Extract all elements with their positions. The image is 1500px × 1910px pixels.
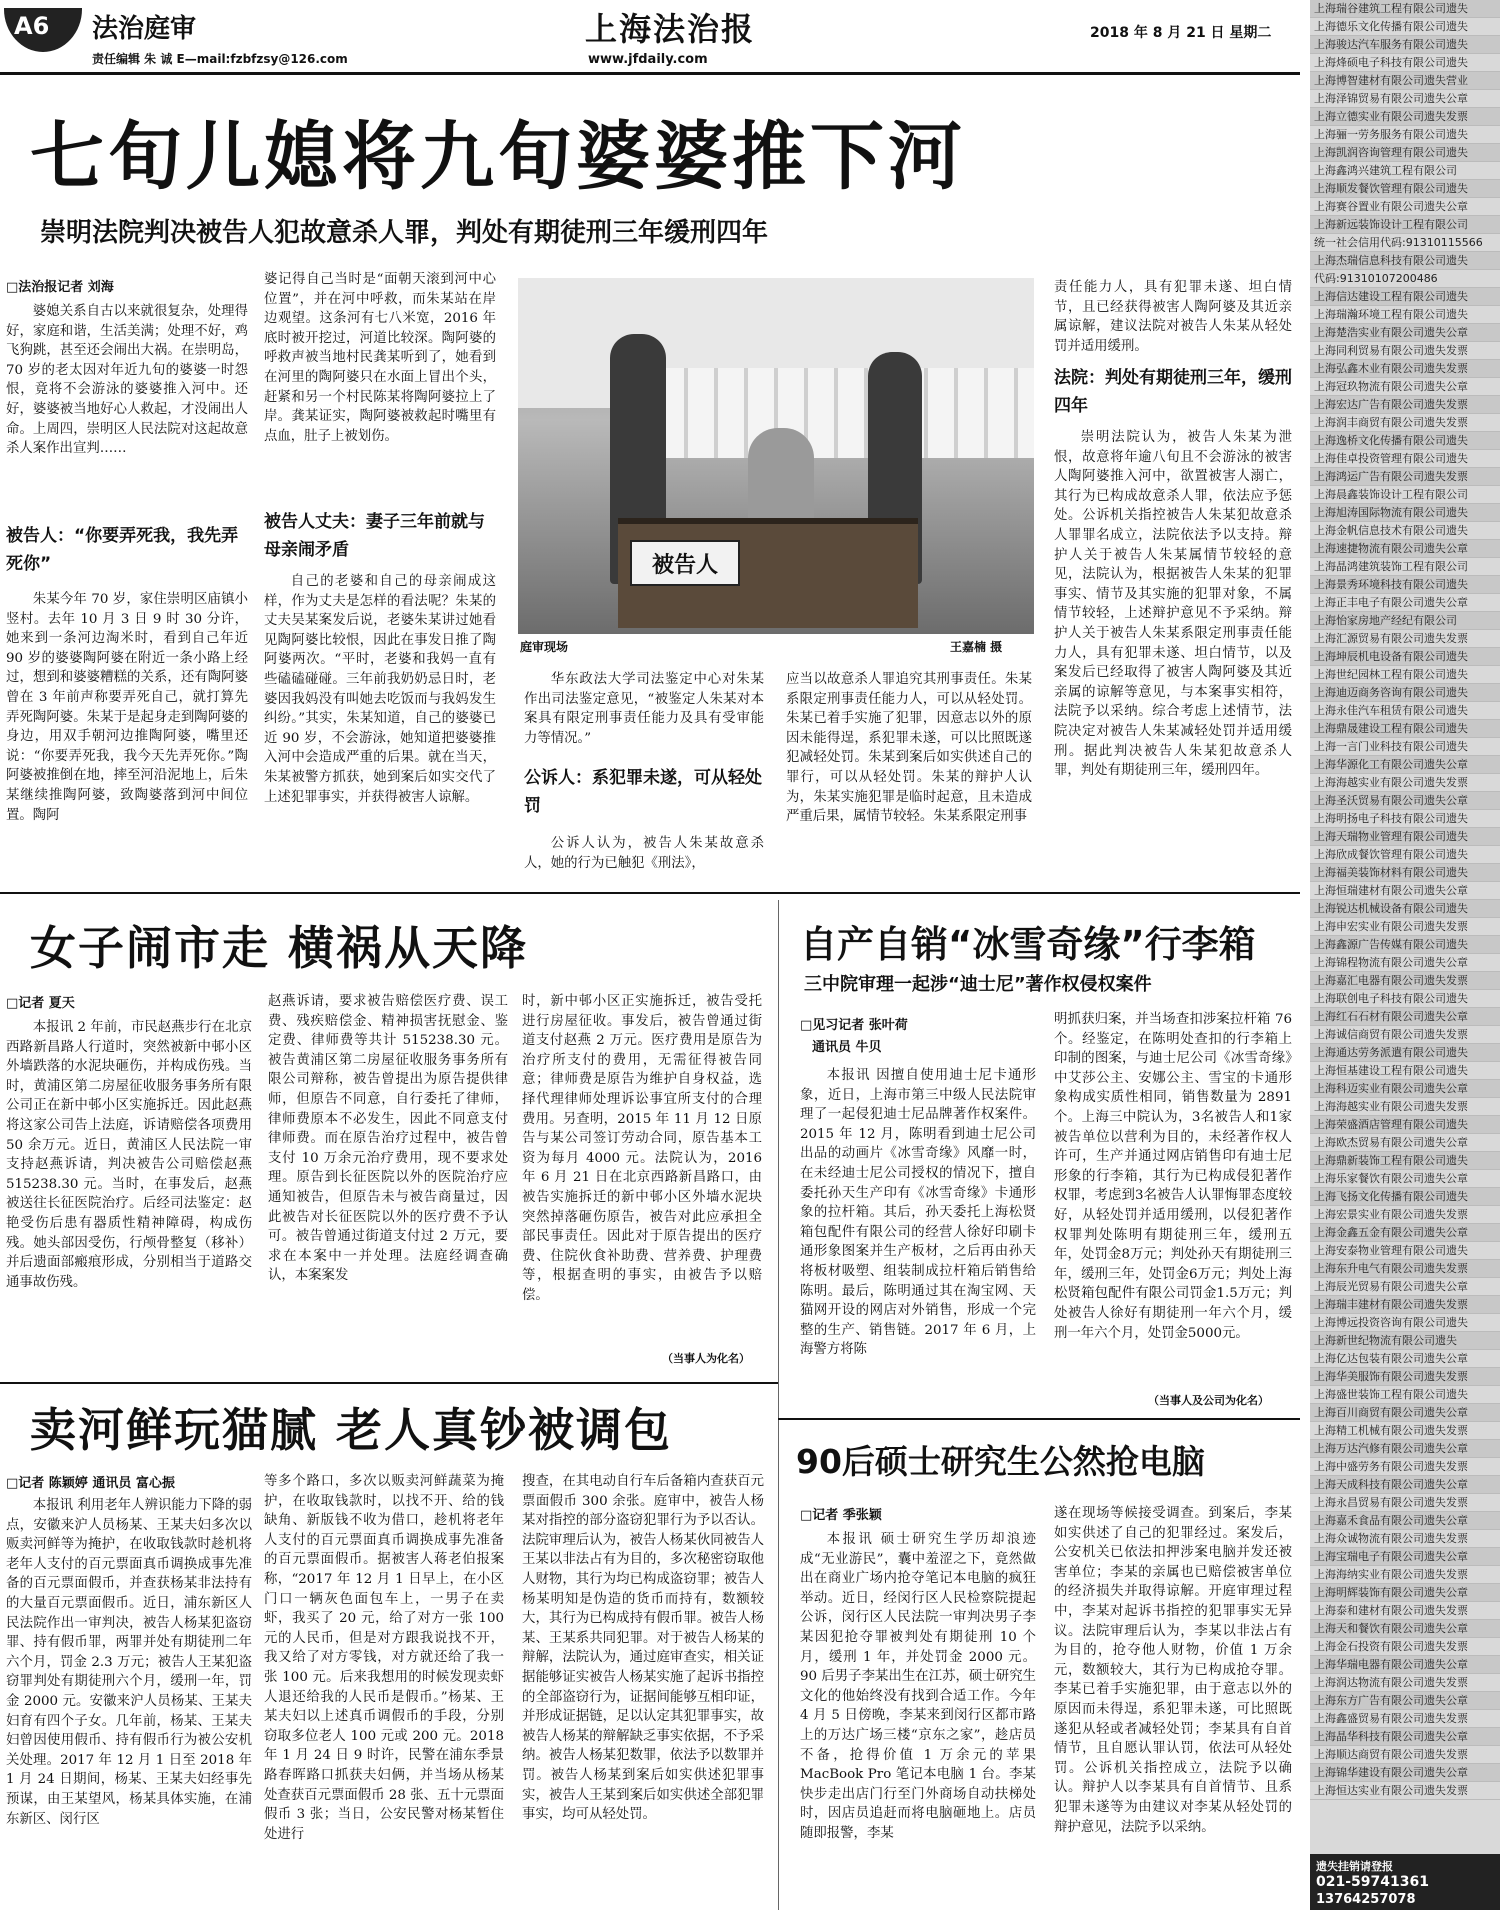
story3-col1: 本报讯 因擅自使用迪士尼卡通形象，近日，上海市第三中级人民法院审理了一起侵犯迪士尼品牌著作权案件。2015 年 12 月，陈明看到迪士尼公司出品的动画片《冰雪奇缘》风靡一时，在未经迪士尼公司授权的情况下，擅自委托孙天生产印有《冰雪奇缘》卡通形象的拉杆箱。其后，孙天委托上海松贤箱包配件有限公司的经营人徐好印刷卡通形象图案并生产板材，之后再由孙天将板材吸塑、组装制成拉杆箱后销售给陈明。最后，陈明通过其在淘宝网、天猫网开设的网店对外销售，形成一个完整的生产、销售链。2017 年 6 月，上海警方将陈 — [800, 1068, 1036, 1358]
classified-line: 上海华美服饰有限公司遗失发票 — [1310, 1368, 1500, 1386]
classified-line: 统一社会信用代码:91310115566 — [1310, 234, 1500, 252]
classified-line: 上海润达物流有限公司遗失发票 — [1310, 1674, 1500, 1692]
classified-line: 上海嘉汇电器有限公司遗失发票 — [1310, 972, 1500, 990]
page-number: A6 — [14, 12, 50, 40]
classified-line: 上海乐家餐饮有限公司遗失公章 — [1310, 1170, 1500, 1188]
editor-line: 责任编辑 朱 诚 E—mail:fzbfzsy@126.com — [92, 52, 348, 66]
classified-line: 上海瑞谷建筑工程有限公司遗失 — [1310, 0, 1500, 18]
courtroom-photo — [518, 278, 1034, 634]
story4-col2: 等多个路口，多次以贩卖河鲜蔬菜为掩护，在收取钱款时，以找不开、给的钱缺角、新版钱不收为借口，趁机将老年人支付的百元票面真币调换成事先准备的百元票面假币。据被害人蒋老伯报案称，“2017 年 12 月 1 日早上，在小区门口一辆灰色面包车上，一男子在卖虾，我买了 20 元，给了对方一张 100 元的人民币，但是对方跟我说找不开，我又给了对方零钱，对方就还给了我一张 100 元。后来我想用的时候发现卖虾人退还给我的人民币是假币。”杨某、王某夫妇以上述真币调假币的手段，分别窃取多位老人 100 元或 200 元。2018 年 1 月 24 日 9 时许，民警在浦东季景路春晖路口抓获夫妇俩，并当场从杨某处查获百元票面假币 28 张、五十元票面假币 3 张；当日，公安民警对杨某暂住处进行 — [264, 1474, 504, 1842]
classified-line: 上海圣沃贸易有限公司遗失公章 — [1310, 792, 1500, 810]
classified-line: 上海晨鑫装饰设计工程有限公司 — [1310, 486, 1500, 504]
website: www.jfdaily.com — [588, 52, 708, 67]
story3-note: （当事人及公司为化名） — [1148, 1394, 1269, 1407]
story4-col3: 搜查，在其电动自行车后备箱内查获百元票面假币 300 余张。庭审中，被告人杨某对指控的部分盗窃犯罪行为予以否认。法院审理后认为，被告人杨某伙同被告人王某以非法占有为目的，多次秘密窃取他人财物，其行为均已构成盗窃罪；被告人杨某明知是伪造的货币而持有，数额较大，其行为已构成持有假币罪。被告人杨某、王某系共同犯罪。对于被告人杨某的辩解，法院认为，通过庭审查实，相关证据能够证实被告人杨某实施了起诉书指控的全部盗窃行为，证据间能够互相印证，并形成证据链，足以认定其犯罪事实，故被告人杨某的辩解缺乏事实依据，不予采纳。被告人杨某犯数罪，依法予以数罪并罚。被告人杨某到案后如实供述犯罪事实，被告人王某到案后如实供述全部犯罪事实，均可从轻处罚。 — [522, 1474, 764, 1823]
classified-line: 上海泽锦贸易有限公司遗失公章 — [1310, 90, 1500, 108]
story1-headline: 七旬儿媳将九旬婆婆推下河 — [30, 114, 966, 200]
story4-byline: □记者 陈颖婷 通讯员 富心振 — [6, 1476, 175, 1491]
classified-line: 上海鸿运广告有限公司遗失发票 — [1310, 468, 1500, 486]
classified-line: 上海东方广告有限公司遗失公章 — [1310, 1692, 1500, 1710]
classified-line: 上海鼎晟建设工程有限公司遗失 — [1310, 720, 1500, 738]
classified-line: 上海欧杰贸易有限公司遗失公章 — [1310, 1134, 1500, 1152]
photo-credit: 王嘉楠 摄 — [950, 640, 1003, 654]
classified-line: 上海恒达实业有限公司遗失发票 — [1310, 1782, 1500, 1800]
classified-line: 上海嘉禾食品有限公司遗失公章 — [1310, 1512, 1500, 1530]
classified-line: 上海诚信商贸有限公司遗失发票 — [1310, 1026, 1500, 1044]
story3-col2: 明抓获归案，并当场查扣涉案拉杆箱 76 个。经鉴定，在陈明处查扣的行李箱上印制的图案，与迪士尼公司《冰雪奇缘》中艾莎公主、安娜公主、雪宝的卡通形象构成实质性相同，销售数量为 2891 个。上海三中院认为，3名被告人和1家被告单位以营利为目的，未经著作权人许可，生产并通过网店销售印有迪士尼形象的行李箱，其行为已构成侵犯著作权罪，考虑到3名被告人认罪悔罪态度较好，从轻处罚并适用缓刑，以侵犯著作权罪判处陈明有期徒刑三年，缓刑五年，处罚金8万元；判处孙天有期徒刑三年，缓刑三年，处罚金6万元；判处上海松贤箱包配件有限公司罚金1.5万元；判处被告人徐好有期徒刑一年六个月，缓刑一年六个月，处罚金5000元。 — [1054, 1012, 1292, 1341]
classified-line: 上海博远投资咨询有限公司遗失 — [1310, 1314, 1500, 1332]
classified-line: 上海楚浩实业有限公司遗失公章 — [1310, 324, 1500, 342]
classified-line: 上海景秀环境科技有限公司遗失 — [1310, 576, 1500, 594]
classified-line: 上海宏景实业有限公司遗失发票 — [1310, 1206, 1500, 1224]
story5-headline: 90后硕士研究生公然抢电脑 — [796, 1442, 1205, 1481]
classified-line: 上海迪迈商务咨询有限公司遗失 — [1310, 684, 1500, 702]
story1-byline: □法治报记者 刘海 — [6, 280, 114, 295]
classified-line: 上海天瑞物业管理有限公司遗失 — [1310, 828, 1500, 846]
classified-phone-2: 13764257078 — [1316, 1892, 1416, 1907]
classified-line: 上海润丰商贸有限公司遗失发票 — [1310, 414, 1500, 432]
classified-line: 上海申宏实业有限公司遗失发票 — [1310, 918, 1500, 936]
classified-phone-1: 021-59741361 — [1316, 1874, 1429, 1890]
classified-line: 上海亿达包装有限公司遗失公章 — [1310, 1350, 1500, 1368]
classified-ad-label: 遗失挂销请登报 — [1316, 1860, 1393, 1873]
story1-col4: 应当以故意杀人罪追究其刑事责任。朱某系限定刑事责任能力人，可以从轻处罚。朱某已着手实施了犯罪，因意志以外的原因未能得逞，系犯罪未遂，可以比照既遂犯减轻处罚。朱某到案后如实供述自己的罪行，可以从轻处罚。朱某的辩护人认为，朱某实施犯罪是临时起意，且未造成严重后果，属情节较轻。朱某系限定刑事 — [786, 672, 1032, 825]
classified-line: 上海福美装饰材料有限公司遗失 — [1310, 864, 1500, 882]
classified-line: 上海同利贸易有限公司遗失发票 — [1310, 342, 1500, 360]
story5-col1: 本报讯 硕士研究生学历却浪迹成“无业游民”，囊中羞涩之下，竟然做出在商业广场内抢夺笔记本电脑的疯狂举动。近日，经闵行区人民检察院提起公诉，闵行区人民法院一审判决男子李某因犯抢夺罪被判处有期徒刑 10 个月，缓刑 1 年，并处罚金 2000 元。90 后男子李某出生在江苏，硕士研究生文化的他始终没有找到合适工作。今年 4 月 5 日傍晚，李某来到闵行区都市路上的万达广场三楼“京东之家”，趁店员不备，抢得价值 1 万余元的苹果 MacBook Pro 笔记本电脑 1 台。李某快步走出店门行至门外商场自动扶梯处时，因店员追赶而将电脑砸地上。店员随即报警，李某 — [800, 1532, 1036, 1841]
classified-line: 上海天成科技有限公司遗失公章 — [1310, 1476, 1500, 1494]
story2-byline: □记者 夏天 — [6, 996, 75, 1011]
classified-line: 代码:91310107200486 — [1310, 270, 1500, 288]
classified-line: 上海弘鑫木业有限公司遗失发票 — [1310, 360, 1500, 378]
classified-line: 上海锐达机械设备有限公司遗失 — [1310, 900, 1500, 918]
classified-line: 上海中盛劳务有限公司遗失发票 — [1310, 1458, 1500, 1476]
classified-sidebar — [1310, 0, 1500, 1910]
classified-line: 上海华源化工有限公司遗失公章 — [1310, 756, 1500, 774]
section-rule-1 — [0, 892, 1300, 894]
classified-line: 上海晶鸿建筑装饰工程有限公司 — [1310, 558, 1500, 576]
classified-line: 上海鑫鸿兴建筑工程有限公司 — [1310, 162, 1500, 180]
classified-line: 上海世纪园林工程有限公司遗失 — [1310, 666, 1500, 684]
story3-headline: 自产自销“冰雪奇缘”行李箱 — [800, 923, 1256, 966]
story1-col3b: 公诉人认为，被告人朱某故意杀人，她的行为已触犯《刑法》， — [524, 836, 764, 871]
classified-line: 上海汇源贸易有限公司遗失发票 — [1310, 630, 1500, 648]
story1-sub2: 被告人丈夫：妻子三年前就与母亲闹矛盾 — [264, 512, 485, 560]
classified-line: 上海顺达商贸有限公司遗失发票 — [1310, 1746, 1500, 1764]
story1-subheadline: 崇明法院判决被告人犯故意杀人罪，判处有期徒刑三年缓刑四年 — [40, 218, 769, 248]
classified-line: 上海欣成餐饮管理有限公司遗失 — [1310, 846, 1500, 864]
classified-line: 上海安泰物业管理有限公司遗失 — [1310, 1242, 1500, 1260]
classified-line: 上海辰光贸易有限公司遗失公章 — [1310, 1278, 1500, 1296]
story3-byline2: 通讯员 牛贝 — [812, 1040, 882, 1055]
classified-line: 上海泰和建材有限公司遗失发票 — [1310, 1602, 1500, 1620]
section-title: 法治庭审 — [92, 14, 197, 44]
story2-col1: 本报讯 2 年前，市民赵燕步行在北京西路新昌路人行道时，突然被新中邨小区外墙跌落的水泥块砸伤，并构成伤残。当时，黄浦区第二房屋征收服务事务所有限公司正在新中邨小区实施拆迁。因此赵燕将这家公司告上法庭，诉请赔偿各项费用 50 余万元。近日，黄浦区人民法院一审支持赵燕诉请，判决被告公司赔偿赵燕 515238.30 元。当时，在事发后，赵燕被送往长征医院治疗。后经司法鉴定：赵艳受伤后患有器质性精神障碍，构成伤残。她头部因受伤，行颅骨整复（移补）并后遗面部瘢痕形成，分别相当于道路交通事故伤残。 — [6, 1020, 252, 1290]
defendant-sign — [630, 540, 740, 586]
classified-line: 上海瑞丰建材有限公司遗失发票 — [1310, 1296, 1500, 1314]
classified-line: 上海科迈实业有限公司遗失公章 — [1310, 1080, 1500, 1098]
classified-line: 上海正丰电子有限公司遗失公章 — [1310, 594, 1500, 612]
classified-line: 上海烽硕电子科技有限公司遗失 — [1310, 54, 1500, 72]
classified-line: 上海金鑫五金有限公司遗失公章 — [1310, 1224, 1500, 1242]
classified-line: 上海晶华科技有限公司遗失公章 — [1310, 1728, 1500, 1746]
classified-line: 上海坤辰机电设备有限公司遗失 — [1310, 648, 1500, 666]
classified-line: 上海荣盛酒店管理有限公司遗失 — [1310, 1116, 1500, 1134]
classified-line: 上海明扬电子科技有限公司遗失 — [1310, 810, 1500, 828]
masthead: 上海法治报 — [585, 10, 756, 48]
story1-sub5: 法院：判处有期徒刑三年，缓刑四年 — [1054, 368, 1292, 416]
classified-line: 上海海越实业有限公司遗失发票 — [1310, 1098, 1500, 1116]
classified-line: 上海永佳汽车租赁有限公司遗失 — [1310, 702, 1500, 720]
story1-col1: 婆媳关系自古以来就很复杂，处理得好，家庭和谐，生活美满；处理不好，鸡飞狗跳，甚至还会闹出大祸。在崇明岛，70 岁的老太因对年近九旬的婆婆一时怨恨，竟将不会游泳的婆婆推入河中。还好，婆婆被当地好心人救起，才没闹出人命。上周四，崇明区人民法院对这起故意杀人案作出宣判…… — [6, 304, 248, 457]
classified-line: 上海万达汽修有限公司遗失公章 — [1310, 1440, 1500, 1458]
story3-subheadline: 三中院审理一起涉“迪士尼”著作权侵权案件 — [804, 974, 1152, 995]
classified-line: 上海宝瑞电子有限公司遗失公章 — [1310, 1548, 1500, 1566]
classified-line: 上海立德实业有限公司遗失发票 — [1310, 108, 1500, 126]
story5-byline: □记者 季张颖 — [800, 1508, 882, 1523]
vertical-rule — [778, 900, 779, 1910]
classified-line: 上海东升电气有限公司遗失发票 — [1310, 1260, 1500, 1278]
story1-col1b: 朱某今年 70 岁，家住崇明区庙镇小竖村。去年 10 月 3 日 9 时 30 分许，她来到一条河边淘米时，看到自己年近 90 岁的婆婆陶阿婆在附近一条小路上经过，想到和婆婆糟糕的关系，还有陶阿婆曾在 3 年前声称要弄死自己，就打算先弄死陶阿婆。朱某于是起身走到陶阿婆的身边，用双手朝河边推陶阿婆，嘴里还说：“你要弄死我，我今天先弄死你。”陶阿婆被推倒在地，摔至河沿泥地上，后朱某继续推陶阿婆，致陶婆落到河中间位置。陶阿 — [6, 592, 248, 823]
classified-line: 上海鑫源广告传媒有限公司遗失 — [1310, 936, 1500, 954]
story1-col5b: 崇明法院认为，被告人朱某为泄恨，故意将年逾八旬且不会游泳的被害人陶阿婆推入河中，欲置被害人溺亡，其行为已构成故意杀人罪，依法应予惩处。公诉机关指控被告人朱某犯故意杀人罪罪名成立，法院依法予以支持。辩护人关于被告人朱某属情节较轻的意见，法院认为，根据被告人朱某的犯罪事实、情节及其实施的犯罪对象，不属情节较轻，上述辩护意见不予采纳。辩护人关于被告人朱某系限定刑事责任能力人，具有犯罪未遂、坦白情节，以及案发后已经取得了被害人陶阿婆及其近亲属的谅解等意见，与本案事实相符，法院予以采纳。综合考虑上述情节，法院决定对被告人朱某减轻处罚并适用缓刑。据此判决被告人朱某犯故意杀人罪，判处有期徒刑三年，缓刑四年。 — [1054, 430, 1292, 779]
classified-line: 上海佳卓投资管理有限公司遗失 — [1310, 450, 1500, 468]
classified-line: 上海信达建设工程有限公司遗失 — [1310, 288, 1500, 306]
story3-byline1: □见习记者 张叶荷 — [800, 1018, 908, 1033]
classified-list — [1310, 0, 1500, 1800]
story1-sub1: 被告人：“你要弄死我，我先弄死你” — [6, 526, 239, 574]
classified-line: 上海华瑞电器有限公司遗失公章 — [1310, 1656, 1500, 1674]
classified-line: 上海锦程物流有限公司遗失公章 — [1310, 954, 1500, 972]
defendant-sign-text: 被告人 — [651, 552, 718, 578]
classified-line: 上海骊一劳务服务有限公司遗失 — [1310, 126, 1500, 144]
classified-line: 上海新远装饰设计工程有限公司 — [1310, 216, 1500, 234]
classified-line: 上海金石投资有限公司遗失发票 — [1310, 1638, 1500, 1656]
classified-line: 上海通达劳务派遣有限公司遗失 — [1310, 1044, 1500, 1062]
classified-line: 上海怡家房地产经纪有限公司 — [1310, 612, 1500, 630]
story2-col2: 赵燕诉请，要求被告赔偿医疗费、误工费、残疾赔偿金、精神损害抚慰金、鉴定费、律师费等共计 515238.30 元。被告黄浦区第二房屋征收服务事务所有限公司辩称，被告曾提出为原告提供律师，但原告不同意，自行委托了律师，律师费原本不必发生，因此不同意支付律师费。而在原告治疗过程中，被告曾支付 10 万余元治疗费用，现不要求处理。原告到长征医院以外的医院治疗应通知被告，但原告未与被告商量过，因此被告对长征医院以外的医疗费不予认可。被告曾通过街道支付过 2 万元，要求在本案中一并处理。法庭经调查确认，本案案发 — [268, 994, 508, 1284]
classified-line: 上海一言门业科技有限公司遗失 — [1310, 738, 1500, 756]
photo-caption: 庭审现场 — [520, 640, 569, 654]
classified-line: 上海海纳实业有限公司遗失发票 — [1310, 1566, 1500, 1584]
classified-line: 上海海越实业有限公司遗失发票 — [1310, 774, 1500, 792]
courtroom-seats — [658, 368, 1034, 458]
story2-note: （当事人为化名） — [662, 1352, 750, 1365]
page-header — [0, 0, 1300, 72]
classified-line: 上海锦华建设有限公司遗失公章 — [1310, 1764, 1500, 1782]
classified-line: 上海杰瑞信息科技有限公司遗失 — [1310, 252, 1500, 270]
classified-line: 上海逸桥文化传播有限公司遗失 — [1310, 432, 1500, 450]
classified-line: 上海恒基建设工程有限公司遗失 — [1310, 1062, 1500, 1080]
story4-headline: 卖河鲜玩猫腻 老人真钞被调包 — [30, 1403, 673, 1457]
classified-line: 上海瑞瀚环境工程有限公司遗失 — [1310, 306, 1500, 324]
story1-col5: 责任能力人，具有犯罪未遂、坦白情节，且已经获得被害人陶阿婆及其近亲属谅解，建议法院对被告人朱某从轻处罚并适用缓刑。 — [1054, 280, 1292, 354]
story1-col2b: 自己的老婆和自己的母亲闹成这样，作为丈夫是怎样的看法呢？朱某的丈夫吴某案发后说，老婆朱某讲过她看见陶阿婆比较恨，因此在事发日推了陶阿婆两次。“平时，老婆和我妈一直有些磕磕碰碰。三年前我奶奶忌日时，老婆因我妈没有叫她去吃饭而与我妈发生纠纷。”其实，朱某知道，自己的婆婆已近 90 岁，不会游泳，她知道把婆婆推入河中会造成严重的后果。就在当天，朱某被警方抓获，她到案后如实交代了上述犯罪事实，并获得被害人谅解。 — [264, 574, 496, 805]
classified-line: 上海永昌贸易有限公司遗失发票 — [1310, 1494, 1500, 1512]
classified-line: 上海赛谷置业有限公司遗失公章 — [1310, 198, 1500, 216]
classified-line: 上海鑫盛贸易有限公司遗失发票 — [1310, 1710, 1500, 1728]
section-rule-3 — [778, 1418, 1300, 1420]
header-rule — [0, 72, 1300, 75]
classified-line: 上海精工机械有限公司遗失发票 — [1310, 1422, 1500, 1440]
classified-line: 上海博智建材有限公司遗失营业 — [1310, 72, 1500, 90]
classified-line: 上海新世纪物流有限公司遗失 — [1310, 1332, 1500, 1350]
classified-line: 上海红石石材有限公司遗失公章 — [1310, 1008, 1500, 1026]
classified-line: 上海鼎新装饰工程有限公司遗失 — [1310, 1152, 1500, 1170]
story4-col1: 本报讯 利用老年人辨识能力下降的弱点，安徽来沪人员杨某、王某夫妇多次以贩卖河鲜等为掩护，在收取钱款时趁机将老年人支付的百元票面真币调换成事先准备的百元票面假币，并查获杨某非法持有的大量百元票面假币。近日，浦东新区人民法院作出一审判决，被告人杨某犯盗窃罪、持有假币罪，两罪并处有期徒刑二年六个月，罚金 2.3 万元；被告人王某犯盗窃罪判处有期徒刑六个月，缓刑一年，罚金 2000 元。安徽来沪人员杨某、王某夫妇育有四个子女。几年前，杨某、王某夫妇曾因使用假币、持有假币行为被公安机关处理。2017 年 12 月 1 日至 2018 年 1 月 24 日期间，杨某、王某夫妇经事先预谋，由王某望风，杨某具体实施，在浦东新区、闵行区 — [6, 1498, 252, 1827]
classified-line: 上海众诚物流有限公司遗失发票 — [1310, 1530, 1500, 1548]
story2-headline: 女子闹市走 横祸从天降 — [30, 921, 529, 975]
classified-line: 上海盛世装饰工程有限公司遗失 — [1310, 1386, 1500, 1404]
classified-line: 上海明辉装饰有限公司遗失公章 — [1310, 1584, 1500, 1602]
classified-line: 上海恒瑞建材有限公司遗失公章 — [1310, 882, 1500, 900]
section-rule-2 — [0, 1382, 778, 1384]
story5-col2: 遂在现场等候接受调查。到案后，李某如实供述了自己的犯罪经过。案发后，公安机关已依法扣押涉案电脑并发还被害单位；李某的亲属也已赔偿被害单位的经济损失并取得谅解。开庭审理过程中，李某对起诉书指控的犯罪事实无异议。法院审理后认为，李某以非法占有为目的，抢夺他人财物，价值 1 万余元，数额较大，其行为已构成抢夺罪。李某已着手实施犯罪，由于意志以外的原因而未得逞，系犯罪未遂，可比照既遂犯从轻或者减轻处罚；李某具有自首情节，且自愿认罪认罚，依法可从轻处罚。公诉机关指控成立，法院予以确认。辩护人以李某具有自首情节、且系犯罪未遂等为由建议对李某从轻处罚的辩护意见，法院予以采纳。 — [1054, 1506, 1292, 1835]
classified-line: 上海凯润咨询管理有限公司遗失 — [1310, 144, 1500, 162]
classified-line: 上海飞扬文化传播有限公司遗失 — [1310, 1188, 1500, 1206]
issue-date: 2018 年 8 月 21 日 星期二 — [1090, 25, 1272, 41]
classified-line: 上海金帆信息技术有限公司遗失 — [1310, 522, 1500, 540]
classified-line: 上海德乐文化传播有限公司遗失 — [1310, 18, 1500, 36]
classified-line: 上海顺发餐饮管理有限公司遗失 — [1310, 180, 1500, 198]
classified-line: 上海旭涛国际物流有限公司遗失 — [1310, 504, 1500, 522]
classified-footer — [1310, 1854, 1500, 1910]
classified-line: 上海骏达汽车服务有限公司遗失 — [1310, 36, 1500, 54]
classified-line: 上海宏达广告有限公司遗失发票 — [1310, 396, 1500, 414]
classified-line: 上海联创电子科技有限公司遗失 — [1310, 990, 1500, 1008]
classified-line: 上海速捷物流有限公司遗失公章 — [1310, 540, 1500, 558]
story1-sub3: 公诉人：系犯罪未遂，可从轻处罚 — [524, 768, 762, 816]
classified-line: 上海冠玖物流有限公司遗失公章 — [1310, 378, 1500, 396]
classified-line: 上海百川商贸有限公司遗失公章 — [1310, 1404, 1500, 1422]
classified-line: 上海天和餐饮有限公司遗失公章 — [1310, 1620, 1500, 1638]
story2-col3: 时，新中邨小区正实施拆迁，被告受托进行房屋征收。事发后，被告曾通过街道支付赵燕 2 万元。医疗费用是原告为治疗所支付的费用，无需征得被告同意；律师费是原告为维护自身权益，选择代理律师处理诉讼事宜所支付的合理费用。另查明，2015 年 11 月 12 日原告与某公司签订劳动合同，原告基本工资为每月 4000 元。法院认为，2016 年 6 月 21 日在北京西路新昌路口，由被告实施拆迁的新中邨小区外墙水泥块突然掉落砸伤原告，被告对此应承担全部民事责任。因此对于原告提出的医疗费、住院伙食补助费、营养费、护理费等，根据查明的事实，由被告予以赔偿。 — [522, 994, 762, 1303]
story1-col2: 婆记得自己当时是“面朝天滚到河中心位置”，并在河中呼救，而朱某站在岸边观望。这条河有七八米宽，2016 年底时被开挖过，河道比较深。陶阿婆的呼救声被当地村民龚某听到了，她看到在河里的陶阿婆只在水面上冒出个头，赶紧和另一个村民陈某将陶阿婆拉上了岸。龚某证实，陶阿婆被救起时嘴里有点血，肚子上被划伤。 — [264, 272, 496, 444]
story1-col3: 华东政法大学司法鉴定中心对朱某作出司法鉴定意见，“被鉴定人朱某对本案具有限定刑事责任能力及具有受审能力等情况。” — [524, 672, 764, 746]
